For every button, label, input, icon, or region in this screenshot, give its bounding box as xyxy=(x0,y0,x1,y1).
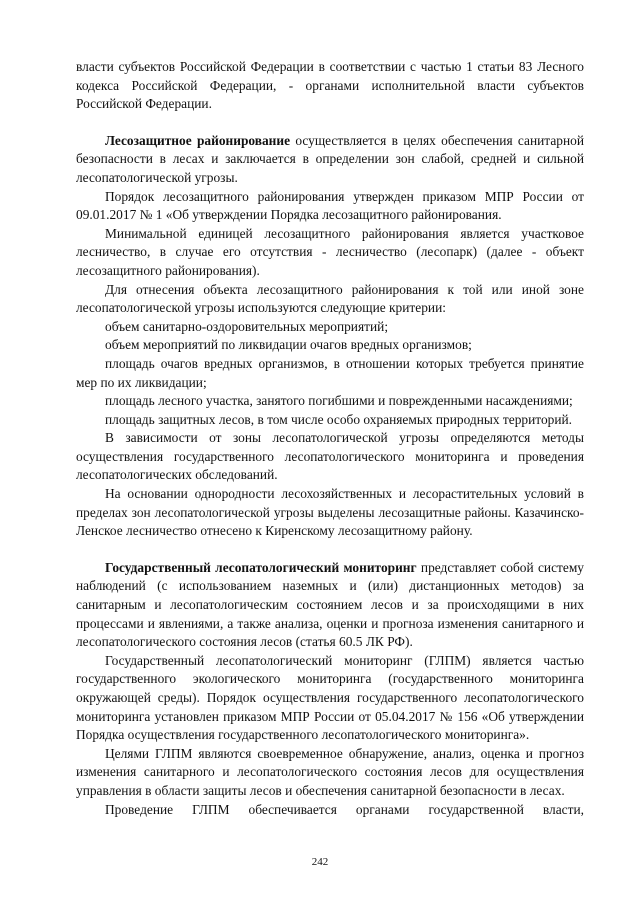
paragraph-heading: Государственный лесопатологический мониторинг xyxy=(105,559,417,575)
paragraph-text: площадь очагов вредных организмов, в отношении которых требуется принятие мер по их ликвидации; xyxy=(76,355,584,390)
paragraph xyxy=(76,355,584,392)
paragraph-text: власти субъектов Российской Федерации в соответствии с частью 1 статьи 83 Лесного кодекса Российской Федерации, - органами исполнительной власти субъектов Российской Федерации. xyxy=(76,59,584,112)
paragraph xyxy=(76,392,584,411)
document-page xyxy=(76,58,584,819)
paragraph-text: объем санитарно-оздоровительных мероприятий; xyxy=(105,318,389,334)
paragraph xyxy=(76,318,584,337)
page-number: 242 xyxy=(311,856,329,868)
paragraph xyxy=(76,411,584,430)
paragraph-gap xyxy=(76,114,584,132)
paragraph-heading: Лесозащитное районирование xyxy=(105,132,291,148)
paragraph xyxy=(76,188,584,225)
paragraph xyxy=(76,801,584,820)
paragraph-text: Порядок лесозащитного районирования утвержден приказом МПР России от 09.01.2017 № 1 «Об утверждении Порядка лесозащитного районирования. xyxy=(76,188,584,223)
paragraph xyxy=(76,485,584,541)
paragraph-text: На основании однородности лесохозяйственных и лесорастительных условий в пределах зон лесопатологической угрозы выделены лесозащитные районы. Казачинско-Ленское лесничество отнесено к Киренскому лесозащитному району. xyxy=(76,486,584,539)
paragraph-text: представляет собой систему наблюдений (с использованием наземных и (или) дистанционных методов) за санитарным и лесопатологическим состоянием лесов и за происходящими в них процессами и явлениями, а также анализа, оценки и прогноза изменения санитарного и лесопатологического состояния лесов (статья 60.5 ЛК РФ). xyxy=(76,559,584,650)
paragraph-text: Для отнесения объекта лесозащитного районирования к той или иной зоне лесопатологической угрозы используются следующие критерии: xyxy=(76,281,584,316)
paragraph-text: Целями ГЛПМ являются своевременное обнаружение, анализ, оценка и прогноз изменения санитарного и лесопатологического состояния лесов для осуществления управления в области защиты лесов и обеспечения санитарной безопасности в лесах. xyxy=(76,745,584,798)
paragraph-text: осуществляется в целях обеспечения санитарной безопасности в лесах и заключается в определении зон слабой, средней и сильной лесопатологической угрозы. xyxy=(76,132,584,185)
paragraph-text: Государственный лесопатологический мониторинг (ГЛПМ) является частью государственного экологического мониторинга (государственного мониторинга окружающей среды). Порядок осуществления государственного лесопатологического мониторинга установлен приказом МПР России от 05.04.2017 № 156 «Об утверждении Порядка осуществления государственного лесопатологического мониторинга». xyxy=(76,652,584,743)
paragraph xyxy=(76,429,584,485)
paragraph xyxy=(76,58,584,114)
paragraph-gap xyxy=(76,541,584,559)
paragraph-text: площадь лесного участка, занятого погибшими и поврежденными насаждениями; xyxy=(105,393,573,409)
paragraph xyxy=(76,745,584,801)
paragraph xyxy=(76,281,584,318)
paragraph xyxy=(76,225,584,281)
paragraph xyxy=(76,132,584,188)
paragraph-text: В зависимости от зоны лесопатологической угрозы определяются методы осуществления государственного лесопатологического мониторинга и проведения лесопатологических обследований. xyxy=(76,430,584,483)
paragraph-text: Минимальной единицей лесозащитного районирования является участковое лесничество, в случае его отсутствия - лесничество (лесопарк) (далее - объект лесозащитного районирования). xyxy=(76,225,584,278)
paragraph xyxy=(76,652,584,745)
paragraph xyxy=(76,336,584,355)
paragraph-text: площадь защитных лесов, в том числе особо охраняемых природных территорий. xyxy=(105,411,573,427)
paragraph xyxy=(76,559,584,652)
paragraph-text: Проведение ГЛПМ обеспечивается органами государственной власти, xyxy=(105,801,584,817)
paragraph-text: объем мероприятий по ликвидации очагов вредных организмов; xyxy=(105,337,472,353)
